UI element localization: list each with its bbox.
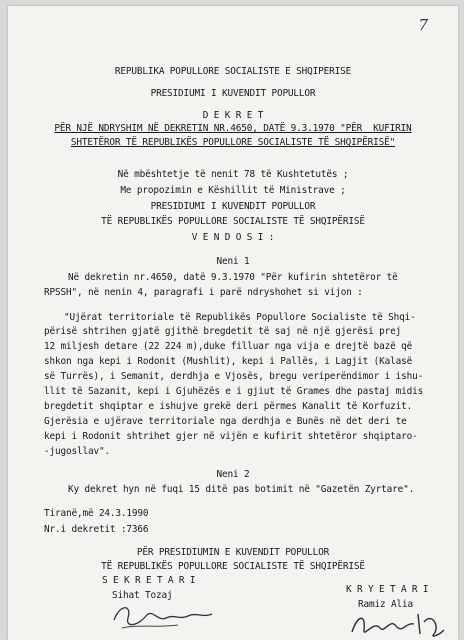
article-1-line: RPSSH", në nenin 4, paragrafi i parë ndryshohet si vijon : [44, 287, 363, 298]
president-name: Ramiz Alia [358, 599, 413, 610]
article-1-line: së Turrës), i Semanit, derdhja e Vjosës, bregu veriperëndimor i ishu- [44, 371, 424, 382]
decree-heading: D E K R E T [202, 110, 264, 121]
signatory-line-2: TË REPUBLIKËS POPULLORE SOCIALISTE TË SHQIPËRISË [101, 561, 365, 572]
page-number: 7 [418, 16, 428, 34]
presidium-heading: PRESIDIUMI I KUVENDIT POPULLOR [150, 88, 316, 99]
article-1-title: Neni 1 [216, 256, 250, 267]
decree-subject-line-1: PËR NJË NDRYSHIM NË DEKRETIN NR.4650, DATË 9.3.1970 "PËR KUFIRIN [54, 123, 412, 134]
article-1-line: bregdetit shqiptar e ishujve grekë deri përmes Kanalit të Korfuzit. [44, 401, 413, 412]
signatory-line-1: PËR PRESIDIUMIN E KUVENDIT POPULLOR [136, 547, 330, 558]
president-signature-icon [348, 608, 448, 640]
article-1-line: llit të Sazanit, kepi i Gjuhëzës e i gjiut të Grames dhe pastaj midis [44, 386, 424, 397]
decree-number: Nr.i dekretit :7366 [44, 524, 149, 535]
article-1-line: Në dekretin nr.4650, datë 9.3.1970 "Për kufirin shtetëror të [68, 272, 398, 283]
document-page [8, 6, 458, 640]
preamble-line-1: Në mbështetje të nenit 78 të Kushtetutës ; [117, 169, 349, 180]
article-2-text: Ky dekret hyn në fuqi 15 ditë pas botimit në "Gazetën Zyrtare". [68, 484, 415, 495]
preamble-line-2: Me propozimin e Këshillit të Ministrave ; [120, 185, 346, 196]
article-1-line: shkon nga kepi i Rodonit (Mushlit), kepi i Pallës, i Lagjit (Kalasë [44, 356, 413, 367]
article-1-line: përisë shtrihen gjatë gjithë bregdetit të saj në një gjerësi prej [44, 326, 402, 337]
president-title: K R Y E T A R I [346, 584, 429, 595]
secretary-name: Sihat Tozaj [112, 590, 173, 601]
article-1-line: kepi i Rodonit shtrihet gjer në vijën e kufirit shtetëror shqiptaro- [44, 431, 418, 442]
secretary-title: S E K R E T A R I [102, 575, 196, 586]
article-1-line: 12 miljesh detare (22 224 m),duke filluar nga vija e drejtë bazë që [44, 341, 413, 352]
article-1-line: Gjerësia e ujërave territoriale nga derdhja e Bunës në det deri te [44, 416, 407, 427]
article-2-title: Neni 2 [216, 469, 250, 480]
article-1-line: "Ujërat territoriale të Republikës Popullore Socialiste të Shqi- [64, 312, 416, 323]
article-1-line: -jugosllav". [44, 446, 110, 457]
preamble-line-3: PRESIDIUMI I KUVENDIT POPULLOR [150, 201, 316, 212]
preamble-line-5: V E N D O S I : [191, 232, 275, 243]
republic-heading: REPUBLIKA POPULLORE SOCIALISTE E SHQIPERISE [114, 66, 352, 77]
preamble-line-4: TË REPUBLIKËS POPULLORE SOCIALISTE TË SHQIPËRISË [101, 216, 365, 227]
secretary-signature-icon [108, 598, 218, 634]
place-date: Tiranë,më 24.3.1990 [44, 508, 149, 519]
decree-subject-line-2: SHTETËROR TË REPUBLIKËS POPULLORE SOCIALISTE TË SHQIPËRISË" [70, 137, 396, 148]
